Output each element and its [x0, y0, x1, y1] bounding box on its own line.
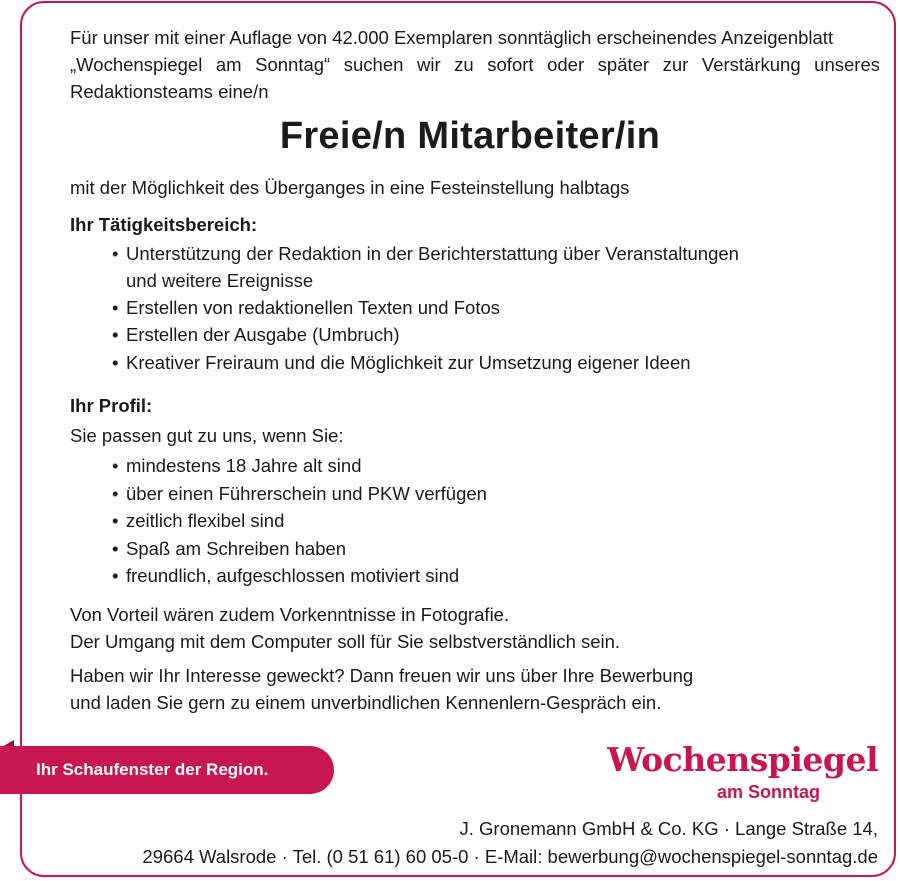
list-item: • mindestens 18 Jahre alt sind — [112, 452, 362, 479]
bullet-icon: • — [112, 510, 119, 531]
bullet-icon: • — [112, 455, 119, 476]
closing-line-1: Von Vorteil wären zudem Vorkenntnisse in Fotografie. — [70, 604, 510, 625]
bullet-icon: • — [112, 324, 119, 345]
bullet-icon: • — [112, 297, 119, 318]
logo-name: Wochenspiegel — [607, 740, 878, 779]
list-item: • über einen Führerschein und PKW verfügen — [112, 480, 487, 507]
list-item: • Kreativer Freiraum und die Möglichkeit zur Umsetzung eigener Ideen — [112, 349, 691, 376]
profil-lead: Sie passen gut zu uns, wenn Sie: — [70, 425, 344, 446]
bullet-icon: • — [112, 483, 119, 504]
intro-block — [70, 24, 880, 105]
tagline: Ihr Schaufenster der Region. — [36, 760, 269, 779]
list-item: • Erstellen der Ausgabe (Umbruch) — [112, 321, 400, 348]
intro-line-2: „Wochenspiegel am Sonntag“ suchen wir zu sofort oder später zur Verstärkung unseres — [70, 54, 880, 75]
bullet-icon: • — [112, 243, 119, 264]
address-line-1: J. Gronemann GmbH & Co. KG · Lange Straße 14, — [459, 818, 878, 839]
section-heading-profil: Ihr Profil: — [70, 395, 153, 416]
list-item: • freundlich, aufgeschlossen motiviert sind — [112, 562, 459, 589]
list-item: • Spaß am Schreiben haben — [112, 535, 346, 562]
subtitle: mit der Möglichkeit des Überganges in eine Festeinstellung halbtags — [70, 177, 630, 198]
closing-line-2: Der Umgang mit dem Computer soll für Sie selbstverständlich sein. — [70, 631, 621, 652]
intro-line-1: Für unser mit einer Auflage von 42.000 Exemplaren sonntäglich erscheinendes Anzeigenblatt — [70, 27, 834, 48]
closing-line-4: und laden Sie gern zu einem unverbindlichen Kennenlern-Gespräch ein. — [70, 692, 662, 713]
list-item: • Erstellen von redaktionellen Texten und Fotos — [112, 294, 500, 321]
list-item-continuation: und weitere Ereignisse — [126, 270, 314, 291]
intro-line-3: Redaktionsteams eine/n — [70, 81, 269, 102]
closing-line-3: Haben wir Ihr Interesse geweckt? Dann freuen wir uns über Ihre Bewerbung — [70, 665, 694, 686]
logo-subtitle: am Sonntag — [716, 782, 820, 802]
bullet-icon: • — [112, 538, 119, 559]
address-line-2: 29664 Walsrode · Tel. (0 51 61) 60 05-0 · E-Mail: bewerbung@wochenspiegel-sonntag.de — [142, 846, 878, 867]
list-item: • zeitlich flexibel sind — [112, 507, 284, 534]
bullet-icon: • — [112, 565, 119, 586]
list-item: • Unterstützung der Redaktion in der Berichterstattung über Veranstaltungen — [112, 240, 739, 267]
job-title: Freie/n Mitarbeiter/in — [279, 115, 661, 157]
brand-logo — [607, 740, 878, 804]
section-heading-taetigkeit: Ihr Tätigkeitsbereich: — [70, 214, 258, 235]
bullet-icon: • — [112, 352, 119, 373]
